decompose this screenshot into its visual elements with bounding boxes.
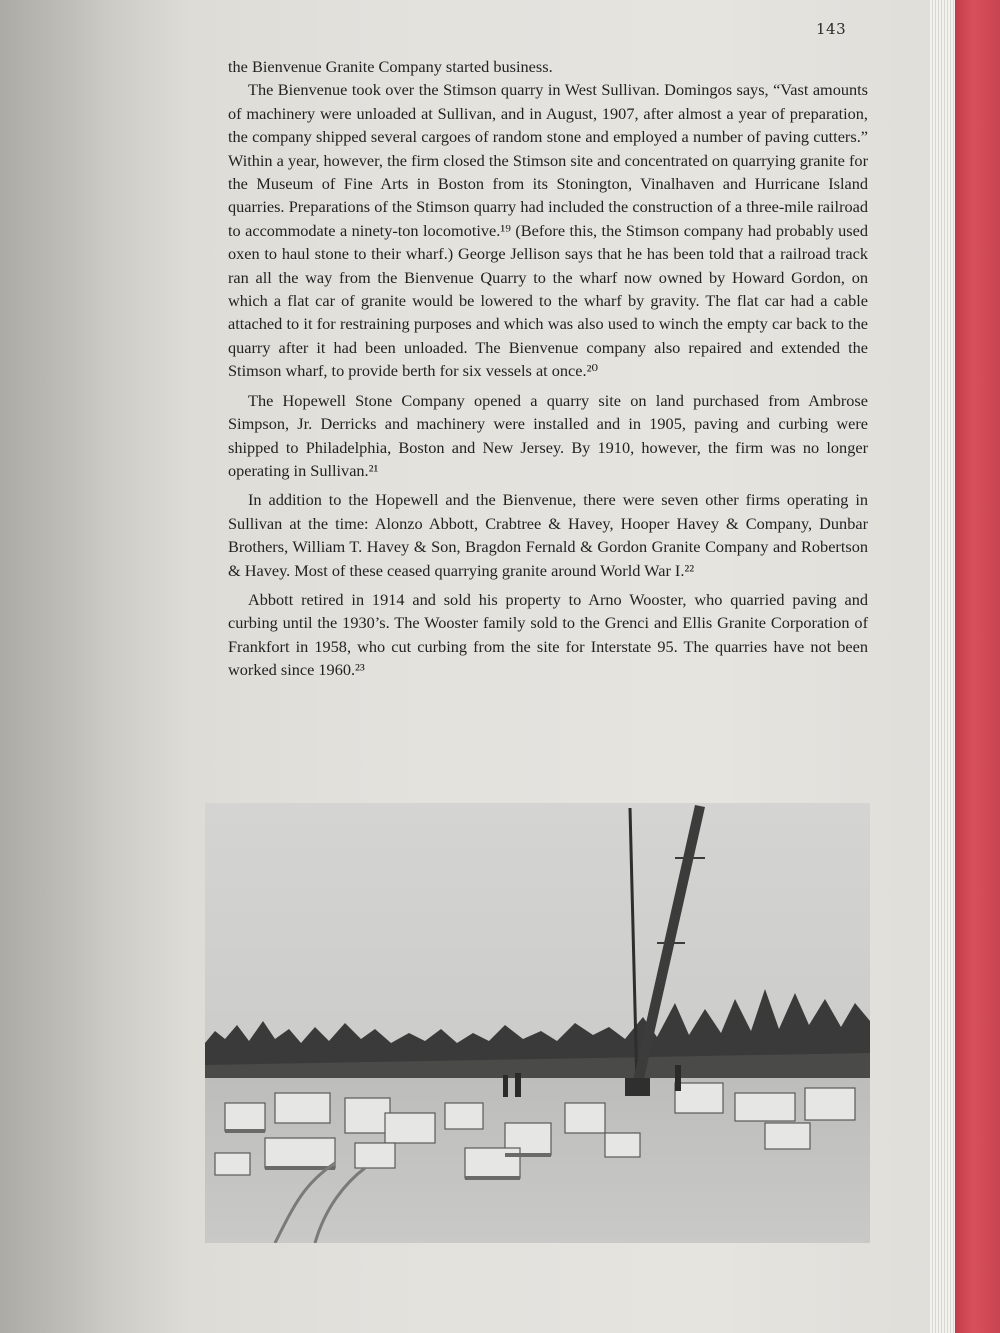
body-text [228,55,868,688]
paragraph: In addition to the Hopewell and the Bienvenue, there were seven other firms operating in Sullivan at the time: Alonzo Abbott, Crabtree & Havey, Hooper Havey & Company, Dunbar Brothers, William T. Havey & Son, Bragdon Fernald & Gordon Granite Company and Robertson & Havey. Most of these ceased quarrying granite around World War I.²² [228,490,868,580]
paragraph: The Hopewell Stone Company opened a quarry site on land purchased from Ambrose Simpson, Jr. Derricks and machinery were installed and in 1905, paving and curbing were shipped to Philadelphia, Boston and New Jersey. By 1910, however, the firm was no longer operating in Sullivan.²¹ [228,390,868,480]
red-book-cover [955,0,1000,1333]
page-gutter-shadow [0,0,190,1333]
paragraph: Abbott retired in 1914 and sold his property to Arno Wooster, who quarried paving and curbing until the 1930’s. The Wooster family sold to the Grenci and Ellis Granite Corporation of Frankfort in 1958, who cut curbing from the site for Interstate 95. The quarries have not been worked since 1960.²³ [228,589,868,680]
paragraph: The Bienvenue took over the Stimson quarry in West Sullivan. Domingos says, “Vast amounts of machinery were unloaded at Sullivan, and in August, 1907, after almost a year of preparation, the company shipped several cargoes of random stone and employed a number of paving cutters.” Within a year, however, the firm closed the Stimson site and concentrated on quarrying granite for the Museum of Fine Arts in Boston from its Stonington, Vinalhaven and Hurricane Island quarries. Preparations of the Stimson quarry had included the construction of a three-mile railroad to accommodate a ninety-ton locomotive.¹⁹ (Before this, the Stimson company had probably used oxen to haul stone to their wharf.) George Jellison says that he has been told that a railroad track ran all the way from the Bienvenue Quarry to the wharf now owned by Howard Gordon, on which a flat car of granite would be lowered to the wharf by gravity. The flat car had a cable attached to it for restraining purposes and which was also used to winch the empty car back to the quarry after it had been unloaded. The Bienvenue company also repaired and extended the Stimson wharf, to provide berth for six vessels at once.²⁰ [228,80,868,381]
quarry-photograph [205,803,870,1243]
page-number: 143 [816,20,847,38]
page-edges [930,0,955,1333]
quarry-photo-illustration [205,803,870,1243]
paragraph: the Bienvenue Granite Company started business. [228,57,553,76]
